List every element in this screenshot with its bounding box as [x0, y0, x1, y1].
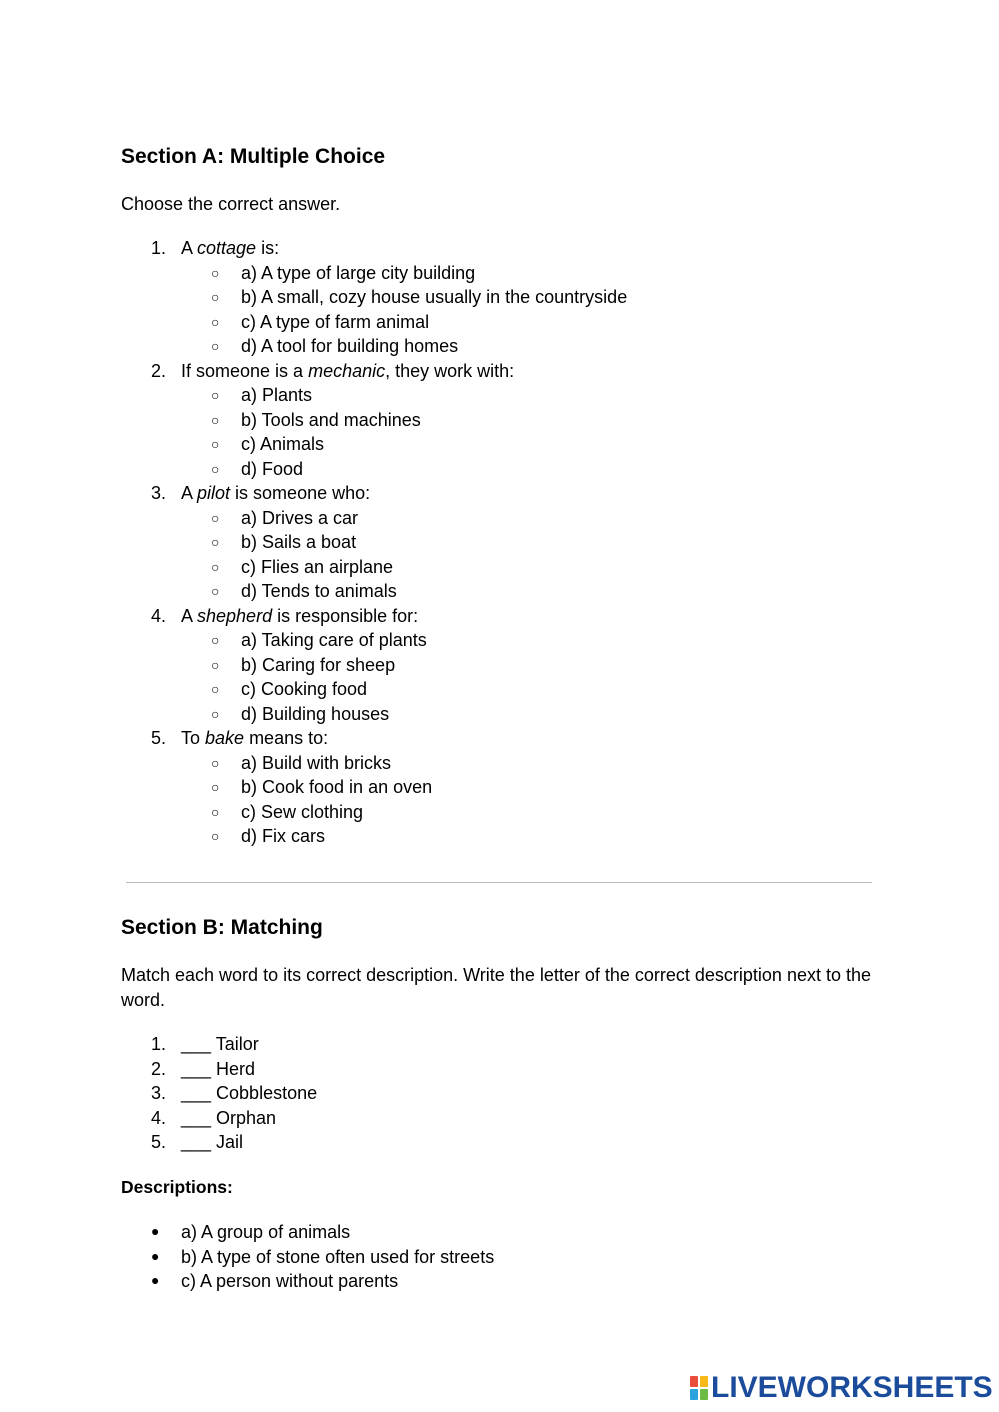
option[interactable]: ○ a) Drives a car: [211, 506, 358, 531]
hollow-bullet-icon: ○: [211, 338, 220, 354]
section-a-title: Section A: Multiple Choice: [121, 145, 386, 168]
matching-word[interactable]: 1. ___ Tailor: [151, 1034, 259, 1054]
option[interactable]: ○ c) Cooking food: [211, 677, 367, 702]
question-term: pilot: [197, 483, 231, 503]
solid-bullet-icon: ●: [151, 1247, 160, 1264]
description-item: ● c) A person without parents: [151, 1268, 398, 1294]
hollow-bullet-icon: ○: [211, 705, 220, 722]
hollow-bullet-icon: ○: [211, 632, 220, 648]
question-2: 2. If someone is a mechanic, they work with:: [151, 360, 515, 381]
option[interactable]: ○ d) A tool for building homes: [211, 334, 458, 359]
option[interactable]: ○ a) Build with bricks: [211, 751, 391, 776]
hollow-bullet-icon: ○: [211, 828, 220, 844]
matching-word[interactable]: 3. ___ Cobblestone: [151, 1083, 318, 1103]
description-item: ● b) A type of stone often used for streets: [151, 1244, 494, 1270]
option[interactable]: ○ d) Food: [211, 457, 303, 482]
question-term: shepherd: [197, 605, 273, 626]
question-5: 5. To bake means to:: [151, 728, 329, 748]
option[interactable]: ○ d) Tends to animals: [211, 579, 397, 604]
hollow-bullet-icon: ○: [211, 264, 220, 281]
option[interactable]: ○ b) Cook food in an oven: [211, 775, 432, 800]
solid-bullet-icon: ●: [151, 1272, 160, 1288]
hollow-bullet-icon: ○: [211, 411, 220, 428]
option[interactable]: ○ c) Sew clothing: [211, 800, 363, 825]
hollow-bullet-icon: ○: [211, 460, 220, 477]
option[interactable]: ○ d) Fix cars: [211, 824, 325, 849]
hollow-bullet-icon: ○: [211, 558, 220, 575]
logo-blocks-icon: [690, 1376, 708, 1400]
hollow-bullet-icon: ○: [211, 681, 220, 697]
hollow-bullet-icon: ○: [211, 583, 220, 599]
hollow-bullet-icon: ○: [211, 754, 220, 771]
hollow-bullet-icon: ○: [211, 656, 220, 673]
option[interactable]: ○ b) Tools and machines: [211, 408, 421, 433]
option[interactable]: ○ c) Animals: [211, 432, 324, 457]
question-term: cottage: [197, 238, 257, 258]
descriptions-heading: Descriptions:: [121, 1177, 233, 1197]
option[interactable]: ○ b) Caring for sheep: [211, 653, 395, 678]
question-4: 4. A shepherd is responsible for:: [151, 605, 419, 626]
question-1: 1. A cottage is:: [151, 238, 280, 258]
hollow-bullet-icon: ○: [211, 387, 220, 403]
option[interactable]: ○ d) Building houses: [211, 702, 389, 727]
section-divider: [126, 882, 872, 883]
hollow-bullet-icon: ○: [211, 436, 220, 452]
option[interactable]: ○ b) A small, cozy house usually in the countryside: [211, 285, 627, 310]
hollow-bullet-icon: ○: [211, 803, 220, 820]
section-b-title: Section B: Matching: [121, 916, 323, 939]
question-term: mechanic: [308, 360, 386, 381]
hollow-bullet-icon: ○: [211, 289, 220, 305]
logo-text: LIVEWORKSHEETS: [711, 1371, 993, 1404]
description-item: ● a) A group of animals: [151, 1219, 350, 1245]
option[interactable]: ○ a) Plants: [211, 383, 312, 408]
hollow-bullet-icon: ○: [211, 509, 220, 526]
option[interactable]: ○ c) A type of farm animal: [211, 310, 429, 335]
section-b-instructions: Match each word to its correct description. Write the letter of the correct description next to the word.: [121, 965, 872, 1010]
option[interactable]: ○ a) Taking care of plants: [211, 628, 427, 653]
option[interactable]: ○ a) A type of large city building: [211, 261, 475, 286]
matching-word[interactable]: 2. ___ Herd: [151, 1058, 256, 1079]
option[interactable]: ○ b) Sails a boat: [211, 530, 356, 555]
matching-word[interactable]: 4. ___ Orphan: [151, 1107, 277, 1128]
question-term: bake: [205, 728, 245, 748]
hollow-bullet-icon: ○: [211, 779, 220, 795]
solid-bullet-icon: ●: [151, 1223, 160, 1239]
hollow-bullet-icon: ○: [211, 534, 220, 550]
option[interactable]: ○ c) Flies an airplane: [211, 555, 393, 580]
liveworksheets-logo: [690, 1373, 993, 1403]
section-a-instructions: Choose the correct answer.: [121, 194, 341, 214]
matching-word[interactable]: 5. ___ Jail: [151, 1132, 244, 1152]
hollow-bullet-icon: ○: [211, 313, 220, 330]
question-3: 3. A pilot is someone who:: [151, 483, 371, 503]
